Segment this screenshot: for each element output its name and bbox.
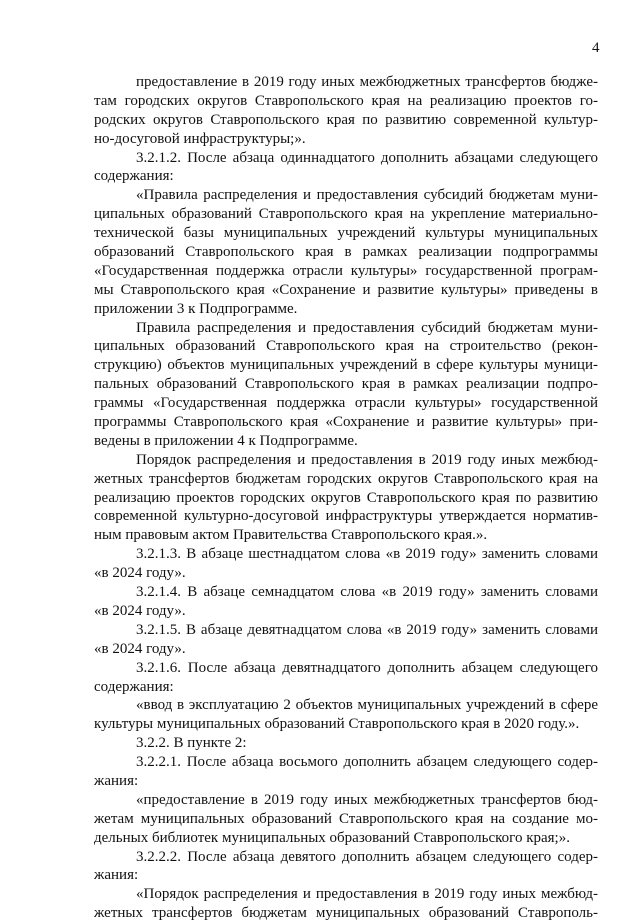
text-line: 3.2.2. В пункте 2:	[136, 735, 247, 752]
text-line: 3.2.1.6. После абзаца девятнадцатого дополнить абзацем следующего	[136, 659, 598, 676]
text-line: «в 2024 году».	[94, 565, 186, 582]
text-line: жетных трансфертов бюджетам муниципальных образований Ставрополь-	[94, 905, 598, 922]
text-line: ципальных образований Ставропольского края на строительство (рекон-	[94, 338, 598, 355]
text-line: жания:	[94, 867, 139, 884]
text-line: «в 2024 году».	[94, 640, 186, 657]
text-line: но-досуговой инфраструктуры;».	[94, 130, 306, 147]
text-line: 3.2.1.3. В абзаце шестнадцатом слова «в 2019 году» заменить словами	[136, 546, 598, 563]
text-line: приложении 3 к Подпрограмме.	[94, 300, 298, 317]
text-line: «Порядок распределения и предоставления в 2019 году иных межбюд-	[136, 886, 598, 903]
text-line: «в 2024 году».	[94, 602, 186, 619]
text-line: ным правовым актом Правительства Ставропольского края.».	[94, 527, 488, 544]
text-line: 3.2.1.5. В абзаце девятнадцатом слова «в 2019 году» заменить словами	[136, 621, 598, 638]
text-line: Правила распределения и предоставления субсидий бюджетам муни-	[136, 319, 598, 336]
text-line: реализацию проектов городских округов Ставропольского края по развитию	[94, 489, 598, 506]
text-line: содержания:	[94, 168, 174, 185]
text-line: Порядок распределения и предоставления в 2019 году иных межбюд-	[136, 451, 598, 468]
text-line: граммы «Государственная поддержка отрасли культуры» государственной	[94, 395, 598, 412]
text-line: 3.2.2.1. После абзаца восьмого дополнить абзацем следующего содер-	[136, 754, 598, 771]
text-line: 3.2.1.2. После абзаца одиннадцатого дополнить абзацами следующего	[136, 149, 598, 166]
text-line: родских округов Ставропольского края по развитию современной культур-	[94, 111, 598, 128]
text-line: жетных трансфертов бюджетам городских округов Ставропольского края на	[94, 470, 598, 487]
text-line: ципальных образований Ставропольского края на укрепление материально-	[94, 206, 598, 223]
text-line: содержания:	[94, 678, 174, 695]
text-line: 3.2.1.4. В абзаце семнадцатом слова «в 2019 году» заменить словами	[136, 584, 598, 601]
text-line: «предоставление в 2019 году иных межбюджетных трансфертов бюд-	[136, 791, 598, 808]
text-line: струкцию) объектов муниципальных учреждений в сфере культуры муници-	[94, 357, 598, 374]
text-line: технической базы муниципальных учреждений культуры муниципальных	[94, 225, 598, 242]
text-line: дельных библиотек муниципальных образований Ставропольского края;».	[94, 829, 570, 846]
text-line: ведены в приложении 4 к Подпрограмме.	[94, 432, 358, 449]
text-line: программы Ставропольского края «Сохранение и развитие культуры» при-	[94, 414, 598, 431]
text-line: жетам муниципальных образований Ставропольского края на создание мо-	[94, 810, 598, 827]
text-line: образований Ставропольского края в рамках реализации подпрограммы	[94, 244, 598, 261]
text-line: предоставление в 2019 году иных межбюджетных трансфертов бюдже-	[136, 74, 598, 90]
text-line: «Правила распределения и предоставления субсидий бюджетам муни-	[136, 187, 598, 204]
text-line: «ввод в эксплуатацию 2 объектов муниципальных учреждений в сфере	[136, 697, 598, 714]
page-number: 4	[592, 40, 600, 56]
text-line: культуры муниципальных образований Ставропольского края в 2020 году.».	[94, 716, 580, 733]
text-line: «Государственная поддержка отрасли культуры» государственной програм-	[94, 262, 598, 279]
text-line: 3.2.2.2. После абзаца девятого дополнить абзацем следующего содер-	[136, 848, 598, 865]
text-line: современной культурно-досуговой инфраструктуры утверждается норматив-	[94, 508, 598, 525]
document-body	[94, 73, 598, 923]
text-line: пальных образований Ставропольского края в рамках реализации подпро-	[94, 376, 598, 393]
text-line: мы Ставропольского края «Сохранение и развитие культуры» приведены в	[94, 281, 598, 298]
text-line: жания:	[94, 772, 139, 789]
text-line: там городских округов Ставропольского края на реализацию проектов го-	[94, 92, 598, 109]
